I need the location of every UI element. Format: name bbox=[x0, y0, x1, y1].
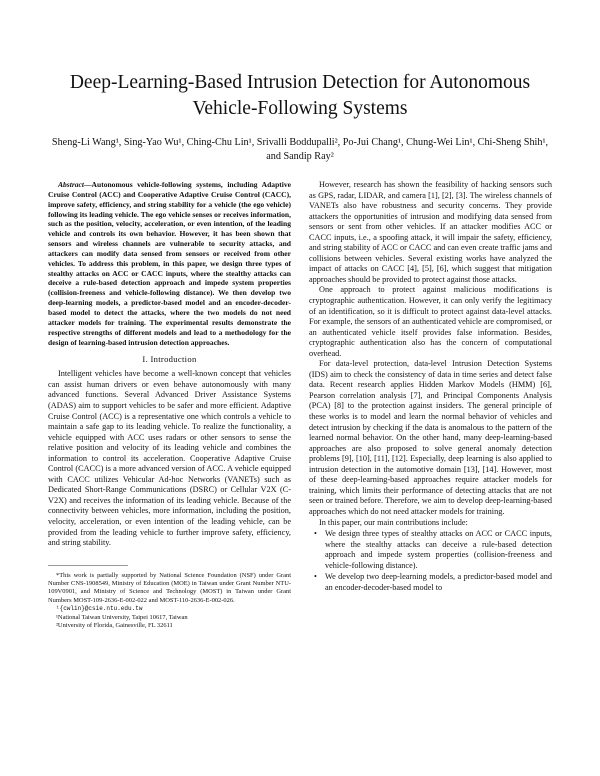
footnote-affiliation-2: ²University of Florida, Gainesville, FL 32611 bbox=[56, 622, 173, 630]
right-paragraph-4: In this paper, our main contributions include: bbox=[319, 517, 468, 527]
abstract bbox=[48, 180, 291, 347]
footnotes bbox=[48, 572, 291, 631]
two-column-body bbox=[48, 180, 552, 630]
contribution-list bbox=[309, 529, 552, 593]
right-paragraph-2: One approach to protect against malicious modifications is cryptographic authentication. However, it can only verify the legitimacy of an identification, so it is difficult to protect against data-level attacks. For example, the sensors of an authenticated vehicle are compromised, or an authenticated vehicle itself provides false information. Besides, cryptographic authentication also has the concern of computational overhead. bbox=[309, 285, 552, 358]
list-item: • We develop two deep-learning models, a predictor-based model and an encoder-decoder-based model to bbox=[314, 572, 552, 592]
list-item: • We design three types of stealthy attacks on ACC or CACC inputs, where the stealthy attacks can deceive a rule-based detection approach and impede system properties (collision-freeness and vehicle-following distance). bbox=[314, 529, 552, 570]
bullet-icon: • bbox=[314, 572, 317, 582]
left-column bbox=[48, 180, 291, 630]
author-list: Sheng-Li Wang¹, Sing-Yao Wu¹, Ching-Chu Lin¹, Srivalli Boddupalli², Po-Jui Chang¹, Chung-Wei Lin¹, Chi-Sheng Shih¹, and Sandip Ray² bbox=[51, 137, 549, 162]
right-paragraph-1: However, research has shown the feasibility of hacking sensors such as GPS, radar, LIDAR, and camera [1], [2], [3]. The wireless channels of VANETs also have robustness and security concerns. They provide attackers the opportunities of intrusion and modifying data sensed from sensors or sent from other vehicles. If an attacker modifies ACC or CACC inputs, i.e., a spoofing attack, it will impair the safety, efficiency, and string stability of ACC or CACC and can even create traffic jams and collisions between vehicles. Several existing works have analyzed the impact of attacks on CACC [4], [5], [6], which suggest that mitigation approaches should be provided to protect against those attacks. bbox=[309, 180, 552, 284]
right-paragraph-3: For data-level protection, data-level Intrusion Detection Systems (IDS) aim to check the consistency of data in time series and detect false data. Recent research applies Hidden Markov Models (HMM) [6], Pearson correlation analysis [7], and Principal Components Analysis (PCA) [8] to the protection against insiders. The general principle of these works is to model and learn the normal behavior of vehicles and detect intrusion by checking if the data is anomalous to the pattern of the learned normal behavior. On the other hand, many deep-learning-based approaches are also proposed to solve general anomaly detection problems [9], [10], [11], [12]. Especially, deep learning is also applied to intrusion detection in the automotive domain [13], [14]. However, most of these deep-learning-based approaches require attacker models for training, which limits their performance of detecting attacks that are not seen or trained before. Therefore, we aim to develop deep-learning-based approaches which do not need attacker models for training. bbox=[309, 359, 552, 516]
right-column bbox=[309, 180, 552, 630]
section-heading-introduction: I. Introduction bbox=[142, 354, 197, 365]
footnote-divider bbox=[48, 565, 128, 566]
footnote-affiliation-1: ¹National Taiwan University, Taipei 10617, Taiwan bbox=[56, 613, 188, 621]
bullet-icon: • bbox=[314, 529, 317, 539]
footnote-funding: *This work is partially supported by National Science Foundation (NSF) under Grant Number CNS-1908549, Ministry of Education (MOE) in Taiwan under Grant Number NTU-109V0901, and Ministry of Science and Technology (MOST) in Taiwan under Grant Numbers MOST-109-2636-E-002-022 and MOST-110-2636-E-002-026. bbox=[48, 571, 291, 604]
footnote-email: ¹{cwlin}@csie.ntu.edu.tw bbox=[56, 605, 143, 613]
intro-paragraph-1: Intelligent vehicles have become a well-known concept that vehicles can assist human drivers or even behave autonomously with many advanced functions. Several Advanced Driver Assistance Systems (ADAS) aim to support vehicles to be safer and more efficient. Adaptive Cruise Control (ACC) is a representative one which controls a vehicle to maintain a safe gap to its leading vehicle. To realize the functionality, a vehicle equipped with ACC uses radars or other sensors to sense the relative position and velocity of its leading vehicle and combines the information to control its acceleration. Cooperative Adaptive Cruise Control (CACC) is a more advanced version of ACC. A vehicle equipped with CACC utilizes Vehicular Ad-hoc Networks (VANETs) such as Dedicated Short-Range Communications (DSRC) or Cellular V2X (C-V2X) and receives the information of its leading vehicle. Because of the connectivity between vehicles, more information, including the position, velocity, acceleration, or even intention of the leading vehicle, can be provided from the leading vehicle to further improve safety, efficiency, and string stability. bbox=[48, 369, 291, 548]
abstract-label: Abstract bbox=[58, 180, 84, 189]
paper-title: Deep-Learning-Based Intrusion Detection for Autonomous Vehicle-Following Systems bbox=[69, 72, 531, 119]
abstract-text: —Autonomous vehicle-following systems, including Adaptive Cruise Control (ACC) and Cooperative Adaptive Cruise Control (CACC), improve safety, efficiency, and string stability for a vehicle (the ego vehicle) following its leading vehicle. The ego vehicle senses or receives information, such as the position, velocity, acceleration, or even intention, of the leading vehicle and controls its own behavior. However, it has been shown that sensors and wireless channels are vulnerable to security attacks, and attackers can modify data sensed from sensors or received from other vehicles. To address this problem, in this paper, we design three types of stealthy attacks on ACC or CACC inputs, where the stealthy attacks can deceive a rule-based detection approach and impede system properties (collision-freeness and vehicle-following distance). We then develop two deep-learning models, a predictor-based model and an encoder-decoder-based model to detect the attacks, where the two models do not need attacker models for training. The experimental results demonstrate the respective strengths of different models and lead to a methodology for the design of learning-based intrusion detection approaches. bbox=[48, 180, 291, 347]
